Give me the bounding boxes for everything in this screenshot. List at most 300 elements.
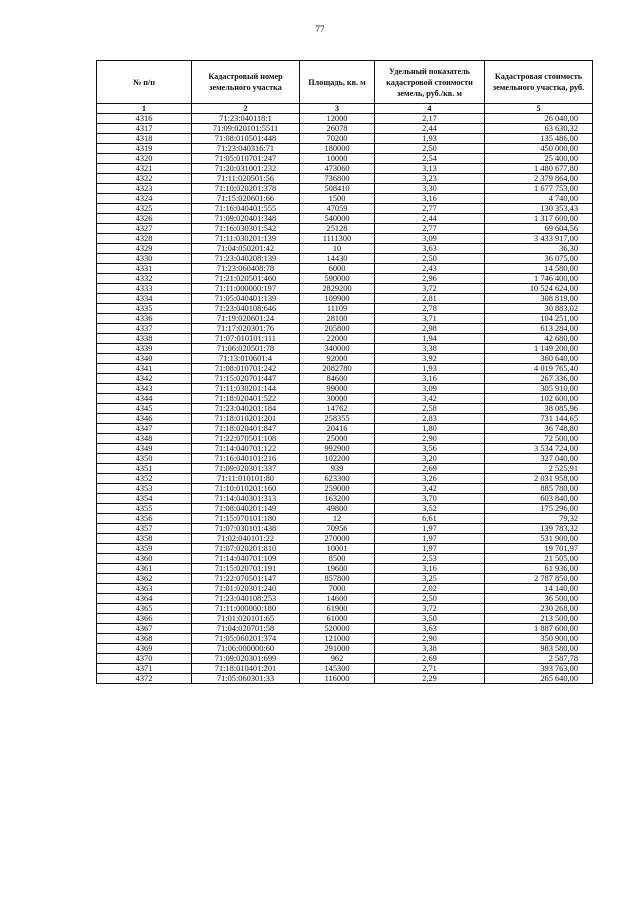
specific-value-cell: 2,44 (375, 214, 485, 224)
cadastral-value-cell: 14 580,00 (485, 264, 593, 274)
row-number-cell: 4317 (97, 124, 192, 134)
specific-value-cell: 1,97 (375, 534, 485, 544)
cadastral-number-cell: 71:11:000000:197 (192, 284, 300, 294)
header-cadastral-value: Кадастровая стоимость земельного участка, руб. (485, 61, 593, 104)
specific-value-cell: 3,42 (375, 394, 485, 404)
row-number-cell: 4359 (97, 544, 192, 554)
row-number-cell: 4350 (97, 454, 192, 464)
area-cell: 270000 (300, 534, 375, 544)
area-cell: 11109 (300, 304, 375, 314)
cadastral-number-cell: 71:04:050201:42 (192, 244, 300, 254)
specific-value-cell: 3,30 (375, 184, 485, 194)
row-number-cell: 4337 (97, 324, 192, 334)
cadastral-value-cell: 139 783,32 (485, 524, 593, 534)
cadastral-number-cell: 71:08:010701:242 (192, 364, 300, 374)
row-number-cell: 4367 (97, 624, 192, 634)
cadastral-number-cell: 71:22:070501:147 (192, 574, 300, 584)
table-row (97, 144, 593, 154)
cadastral-value-cell: 213 500,00 (485, 614, 593, 624)
table-row (97, 474, 593, 484)
cadastral-number-cell: 71:15:070101:180 (192, 514, 300, 524)
area-cell: 736800 (300, 174, 375, 184)
row-number-cell: 4370 (97, 654, 192, 664)
cadastral-value-cell: 104 251,00 (485, 314, 593, 324)
row-number-cell: 4322 (97, 174, 192, 184)
cadastral-number-cell: 71:11:010101:80 (192, 474, 300, 484)
area-cell: 25000 (300, 434, 375, 444)
row-number-cell: 4351 (97, 464, 192, 474)
specific-value-cell: 2,02 (375, 584, 485, 594)
specific-value-cell: 2,78 (375, 304, 485, 314)
cadastral-value-cell: 327 040,00 (485, 454, 593, 464)
area-cell: 26078 (300, 124, 375, 134)
area-cell: 473060 (300, 164, 375, 174)
row-number-cell: 4325 (97, 204, 192, 214)
cadastral-number-cell: 71:23:040208:139 (192, 254, 300, 264)
cadastral-number-cell: 71:01:020301:240 (192, 584, 300, 594)
table-row (97, 584, 593, 594)
cadastral-number-cell: 71:23:040108:646 (192, 304, 300, 314)
row-number-cell: 4369 (97, 644, 192, 654)
area-cell: 14600 (300, 594, 375, 604)
cadastral-value-cell: 25 400,00 (485, 154, 593, 164)
table-row (97, 434, 593, 444)
table-row (97, 554, 593, 564)
row-number-cell: 4368 (97, 634, 192, 644)
specific-value-cell: 2,58 (375, 404, 485, 414)
table-row (97, 574, 593, 584)
row-number-cell: 4372 (97, 674, 192, 684)
specific-value-cell: 2,77 (375, 204, 485, 214)
specific-value-cell: 3,50 (375, 614, 485, 624)
row-number-cell: 4353 (97, 484, 192, 494)
table-row (97, 564, 593, 574)
area-cell: 857800 (300, 574, 375, 584)
specific-value-cell: 3,09 (375, 384, 485, 394)
row-number-cell: 4343 (97, 384, 192, 394)
specific-value-cell: 3,92 (375, 354, 485, 364)
cadastral-value-cell: 350 900,00 (485, 634, 593, 644)
cadastral-number-cell: 71:04:020701:58 (192, 624, 300, 634)
area-cell: 340000 (300, 344, 375, 354)
row-number-cell: 4326 (97, 214, 192, 224)
cadastral-value-cell: 4 740,00 (485, 194, 593, 204)
row-number-cell: 4348 (97, 434, 192, 444)
table-row (97, 134, 593, 144)
table-row (97, 614, 593, 624)
cadastral-value-cell: 2 031 958,00 (485, 474, 593, 484)
table-row (97, 254, 593, 264)
cadastral-value-cell: 531 900,00 (485, 534, 593, 544)
area-cell: 962 (300, 654, 375, 664)
area-cell: 258355 (300, 414, 375, 424)
table-row (97, 194, 593, 204)
cadastral-value-cell: 19 701,97 (485, 544, 593, 554)
area-cell: 22000 (300, 334, 375, 344)
table-row (97, 494, 593, 504)
specific-value-cell: 3,13 (375, 164, 485, 174)
specific-value-cell: 2,44 (375, 124, 485, 134)
table-row (97, 234, 593, 244)
area-cell: 70956 (300, 524, 375, 534)
cadastral-number-cell: 71:16:030301:542 (192, 224, 300, 234)
table-row (97, 444, 593, 454)
area-cell: 540000 (300, 214, 375, 224)
table-row (97, 204, 593, 214)
column-number-row (97, 104, 593, 114)
specific-value-cell: 1,80 (375, 424, 485, 434)
table-row (97, 654, 593, 664)
cadastral-number-cell: 71:05:060201:374 (192, 634, 300, 644)
area-cell: 520000 (300, 624, 375, 634)
cadastral-value-cell: 26 040,00 (485, 114, 593, 124)
cadastral-number-cell: 71:05:040401:139 (192, 294, 300, 304)
table-row (97, 314, 593, 324)
area-cell: 145300 (300, 664, 375, 674)
table-row (97, 484, 593, 494)
table-row (97, 624, 593, 634)
specific-value-cell: 2,90 (375, 634, 485, 644)
cadastral-number-cell: 71:14:040301:313 (192, 494, 300, 504)
row-number-cell: 4341 (97, 364, 192, 374)
cadastral-number-cell: 71:11:030201:144 (192, 384, 300, 394)
specific-value-cell: 3,38 (375, 644, 485, 654)
specific-value-cell: 2,81 (375, 294, 485, 304)
cadastral-number-cell: 71:09:020301:699 (192, 654, 300, 664)
specific-value-cell: 3,09 (375, 234, 485, 244)
row-number-cell: 4339 (97, 344, 192, 354)
cadastral-value-cell: 1 480 677,80 (485, 164, 593, 174)
area-cell: 6000 (300, 264, 375, 274)
area-cell: 623300 (300, 474, 375, 484)
row-number-cell: 4333 (97, 284, 192, 294)
cadastral-value-cell: 2 379 864,00 (485, 174, 593, 184)
cadastral-number-cell: 71:05:010701:247 (192, 154, 300, 164)
cadastral-number-cell: 71:18:010201:201 (192, 414, 300, 424)
cadastral-number-cell: 71:19:020601:24 (192, 314, 300, 324)
area-cell: 70200 (300, 134, 375, 144)
specific-value-cell: 3,42 (375, 484, 485, 494)
cadastral-number-cell: 71:11:020501:56 (192, 174, 300, 184)
area-cell: 508410 (300, 184, 375, 194)
area-cell: 25128 (300, 224, 375, 234)
cadastral-number-cell: 71:10:020201:378 (192, 184, 300, 194)
header-specific-value: Удельный показатель кадастровой стоимости земель, руб./кв. м (375, 61, 485, 104)
specific-value-cell: 2,77 (375, 224, 485, 234)
cadastral-number-cell: 71:06:020501:78 (192, 344, 300, 354)
specific-value-cell: 3,70 (375, 494, 485, 504)
area-cell: 102200 (300, 454, 375, 464)
cadastral-number-cell: 71:11:000000:180 (192, 604, 300, 614)
row-number-cell: 4362 (97, 574, 192, 584)
row-number-cell: 4328 (97, 234, 192, 244)
row-number-cell: 4329 (97, 244, 192, 254)
column-number: 3 (300, 104, 375, 114)
area-cell: 2829200 (300, 284, 375, 294)
cadastral-value-cell: 2 587,78 (485, 654, 593, 664)
table-row (97, 524, 593, 534)
specific-value-cell: 2,96 (375, 274, 485, 284)
row-number-cell: 4332 (97, 274, 192, 284)
table-header-row (97, 61, 593, 104)
area-cell: 84600 (300, 374, 375, 384)
cadastral-value-cell: 61 936,00 (485, 564, 593, 574)
specific-value-cell: 3,16 (375, 374, 485, 384)
row-number-cell: 4349 (97, 444, 192, 454)
row-number-cell: 4316 (97, 114, 192, 124)
table-row (97, 644, 593, 654)
cadastral-number-cell: 71:15:020601:66 (192, 194, 300, 204)
cadastral-number-cell: 71:14:040701:122 (192, 444, 300, 454)
header-cadastral-number: Кадастровый номер земельного участка (192, 61, 300, 104)
cadastral-value-cell: 10 524 624,00 (485, 284, 593, 294)
cadastral-number-cell: 71:18:020401:522 (192, 394, 300, 404)
cadastral-number-cell: 71:09:020101:5511 (192, 124, 300, 134)
row-number-cell: 4365 (97, 604, 192, 614)
area-cell: 14430 (300, 254, 375, 264)
table-row (97, 594, 593, 604)
table-row (97, 304, 593, 314)
cadastral-value-cell: 36 500,00 (485, 594, 593, 604)
table-row (97, 414, 593, 424)
specific-value-cell: 3,20 (375, 454, 485, 464)
area-cell: 92000 (300, 354, 375, 364)
table-row (97, 374, 593, 384)
row-number-cell: 4360 (97, 554, 192, 564)
cadastral-number-cell: 71:10:010201:160 (192, 484, 300, 494)
cadastral-number-cell: 71:01:020101:65 (192, 614, 300, 624)
specific-value-cell: 3,38 (375, 344, 485, 354)
area-cell: 12 (300, 514, 375, 524)
cadastral-value-cell: 14 140,00 (485, 584, 593, 594)
specific-value-cell: 3,72 (375, 604, 485, 614)
cadastral-number-cell: 71:14:040701:109 (192, 554, 300, 564)
cadastral-value-cell: 72 500,00 (485, 434, 593, 444)
cadastral-number-cell: 71:18:020401:847 (192, 424, 300, 434)
table-row (97, 534, 593, 544)
row-number-cell: 4352 (97, 474, 192, 484)
specific-value-cell: 3,52 (375, 504, 485, 514)
cadastral-value-cell: 393 763,00 (485, 664, 593, 674)
row-number-cell: 4355 (97, 504, 192, 514)
area-cell: 992900 (300, 444, 375, 454)
table-row (97, 674, 593, 684)
cadastral-value-cell: 69 604,56 (485, 224, 593, 234)
specific-value-cell: 2,50 (375, 254, 485, 264)
specific-value-cell: 2,98 (375, 324, 485, 334)
cadastral-value-cell: 1 677 753,00 (485, 184, 593, 194)
area-cell: 47059 (300, 204, 375, 214)
table-row (97, 464, 593, 474)
row-number-cell: 4330 (97, 254, 192, 264)
row-number-cell: 4338 (97, 334, 192, 344)
table-row (97, 324, 593, 334)
cadastral-value-cell: 1 887 600,00 (485, 624, 593, 634)
specific-value-cell: 3,25 (375, 574, 485, 584)
cadastral-number-cell: 71:08:010501:448 (192, 134, 300, 144)
specific-value-cell: 3,23 (375, 174, 485, 184)
row-number-cell: 4345 (97, 404, 192, 414)
row-number-cell: 4318 (97, 134, 192, 144)
table-row (97, 514, 593, 524)
specific-value-cell: 2,90 (375, 434, 485, 444)
cadastral-value-cell: 731 144,65 (485, 414, 593, 424)
cadastral-number-cell: 71:16:040401:555 (192, 204, 300, 214)
cadastral-value-cell: 175 296,00 (485, 504, 593, 514)
table-row (97, 114, 593, 124)
cadastral-value-cell: 265 640,00 (485, 674, 593, 684)
cadastral-number-cell: 71:13:010601:4 (192, 354, 300, 364)
row-number-cell: 4323 (97, 184, 192, 194)
cadastral-value-cell: 267 336,00 (485, 374, 593, 384)
row-number-cell: 4342 (97, 374, 192, 384)
table-row (97, 284, 593, 294)
cadastral-value-cell: 79,32 (485, 514, 593, 524)
row-number-cell: 4358 (97, 534, 192, 544)
specific-value-cell: 3,71 (375, 314, 485, 324)
area-cell: 99000 (300, 384, 375, 394)
cadastral-value-cell: 603 840,00 (485, 494, 593, 504)
table-row (97, 184, 593, 194)
cadastral-value-cell: 2 787 850,00 (485, 574, 593, 584)
area-cell: 163200 (300, 494, 375, 504)
cadastral-value-cell: 613 284,00 (485, 324, 593, 334)
specific-value-cell: 1,93 (375, 364, 485, 374)
row-number-cell: 4346 (97, 414, 192, 424)
table-row (97, 454, 593, 464)
cadastral-value-cell: 885 780,00 (485, 484, 593, 494)
cadastral-number-cell: 71:07:010101:111 (192, 334, 300, 344)
area-cell: 1500 (300, 194, 375, 204)
cadastral-number-cell: 71:11:030201:139 (192, 234, 300, 244)
specific-value-cell: 2,69 (375, 654, 485, 664)
cadastral-number-cell: 71:09:020301:337 (192, 464, 300, 474)
area-cell: 2082780 (300, 364, 375, 374)
specific-value-cell: 2,50 (375, 144, 485, 154)
table-row (97, 504, 593, 514)
area-cell: 19600 (300, 564, 375, 574)
area-cell: 590000 (300, 274, 375, 284)
cadastral-value-cell: 1 746 400,00 (485, 274, 593, 284)
specific-value-cell: 3,16 (375, 564, 485, 574)
area-cell: 49800 (300, 504, 375, 514)
cadastral-number-cell: 71:15:020701:447 (192, 374, 300, 384)
row-number-cell: 4340 (97, 354, 192, 364)
cadastral-value-cell: 1 149 200,00 (485, 344, 593, 354)
row-number-cell: 4357 (97, 524, 192, 534)
area-cell: 259000 (300, 484, 375, 494)
cadastral-number-cell: 71:16:040101:216 (192, 454, 300, 464)
table-row (97, 664, 593, 674)
table-row (97, 274, 593, 284)
cadastral-value-cell: 102 600,00 (485, 394, 593, 404)
table-row (97, 354, 593, 364)
specific-value-cell: 1,97 (375, 524, 485, 534)
column-number: 2 (192, 104, 300, 114)
row-number-cell: 4364 (97, 594, 192, 604)
row-number-cell: 4344 (97, 394, 192, 404)
area-cell: 1111300 (300, 234, 375, 244)
specific-value-cell: 3,63 (375, 624, 485, 634)
cadastral-number-cell: 71:07:030101:438 (192, 524, 300, 534)
table-row (97, 634, 593, 644)
cadastral-value-cell: 135 486,00 (485, 134, 593, 144)
table-row (97, 424, 593, 434)
specific-value-cell: 2,83 (375, 414, 485, 424)
area-cell: 30000 (300, 394, 375, 404)
specific-value-cell: 3,16 (375, 194, 485, 204)
specific-value-cell: 3,72 (375, 284, 485, 294)
row-number-cell: 4354 (97, 494, 192, 504)
cadastral-number-cell: 71:09:020401:348 (192, 214, 300, 224)
specific-value-cell: 2,50 (375, 594, 485, 604)
header-area: Площадь, кв. м (300, 61, 375, 104)
area-cell: 61000 (300, 614, 375, 624)
table-row (97, 544, 593, 554)
cadastral-number-cell: 71:02:040101:22 (192, 534, 300, 544)
row-number-cell: 4334 (97, 294, 192, 304)
table-row (97, 344, 593, 354)
cadastral-value-cell: 130 353,43 (485, 204, 593, 214)
table-row (97, 174, 593, 184)
cadastral-number-cell: 71:20:031001:232 (192, 164, 300, 174)
table-row (97, 404, 593, 414)
cadastral-number-cell: 71:23:040118:1 (192, 114, 300, 124)
table-row (97, 164, 593, 174)
cadastral-value-cell: 4 019 765,40 (485, 364, 593, 374)
cadastral-number-cell: 71:21:020501:460 (192, 274, 300, 284)
column-number: 1 (97, 104, 192, 114)
cadastral-value-cell: 38 085,96 (485, 404, 593, 414)
row-number-cell: 4363 (97, 584, 192, 594)
table-row (97, 294, 593, 304)
specific-value-cell: 2,29 (375, 674, 485, 684)
table-row (97, 214, 593, 224)
table-row (97, 604, 593, 614)
row-number-cell: 4324 (97, 194, 192, 204)
cadastral-number-cell: 71:23:060408:78 (192, 264, 300, 274)
cadastral-number-cell: 71:23:040108:253 (192, 594, 300, 604)
area-cell: 12000 (300, 114, 375, 124)
cadastral-value-cell: 305 910,00 (485, 384, 593, 394)
cadastral-number-cell: 71:05:060301:33 (192, 674, 300, 684)
row-number-cell: 4327 (97, 224, 192, 234)
row-number-cell: 4356 (97, 514, 192, 524)
cadastral-value-cell: 42 680,00 (485, 334, 593, 344)
specific-value-cell: 3,26 (375, 474, 485, 484)
cadastral-value-cell: 230 268,00 (485, 604, 593, 614)
specific-value-cell: 1,97 (375, 544, 485, 554)
row-number-cell: 4319 (97, 144, 192, 154)
area-cell: 10001 (300, 544, 375, 554)
row-number-cell: 4371 (97, 664, 192, 674)
row-number-cell: 4361 (97, 564, 192, 574)
table-row (97, 154, 593, 164)
specific-value-cell: 2,71 (375, 664, 485, 674)
area-cell: 14762 (300, 404, 375, 414)
area-cell: 20416 (300, 424, 375, 434)
row-number-cell: 4335 (97, 304, 192, 314)
cadastral-value-cell: 360 640,00 (485, 354, 593, 364)
area-cell: 8500 (300, 554, 375, 564)
cadastral-value-cell: 2 525,91 (485, 464, 593, 474)
row-number-cell: 4320 (97, 154, 192, 164)
cadastral-number-cell: 71:06:000000:60 (192, 644, 300, 654)
cadastral-value-cell: 308 819,00 (485, 294, 593, 304)
page-number: 77 (315, 24, 325, 34)
area-cell: 291000 (300, 644, 375, 654)
table-row (97, 364, 593, 374)
